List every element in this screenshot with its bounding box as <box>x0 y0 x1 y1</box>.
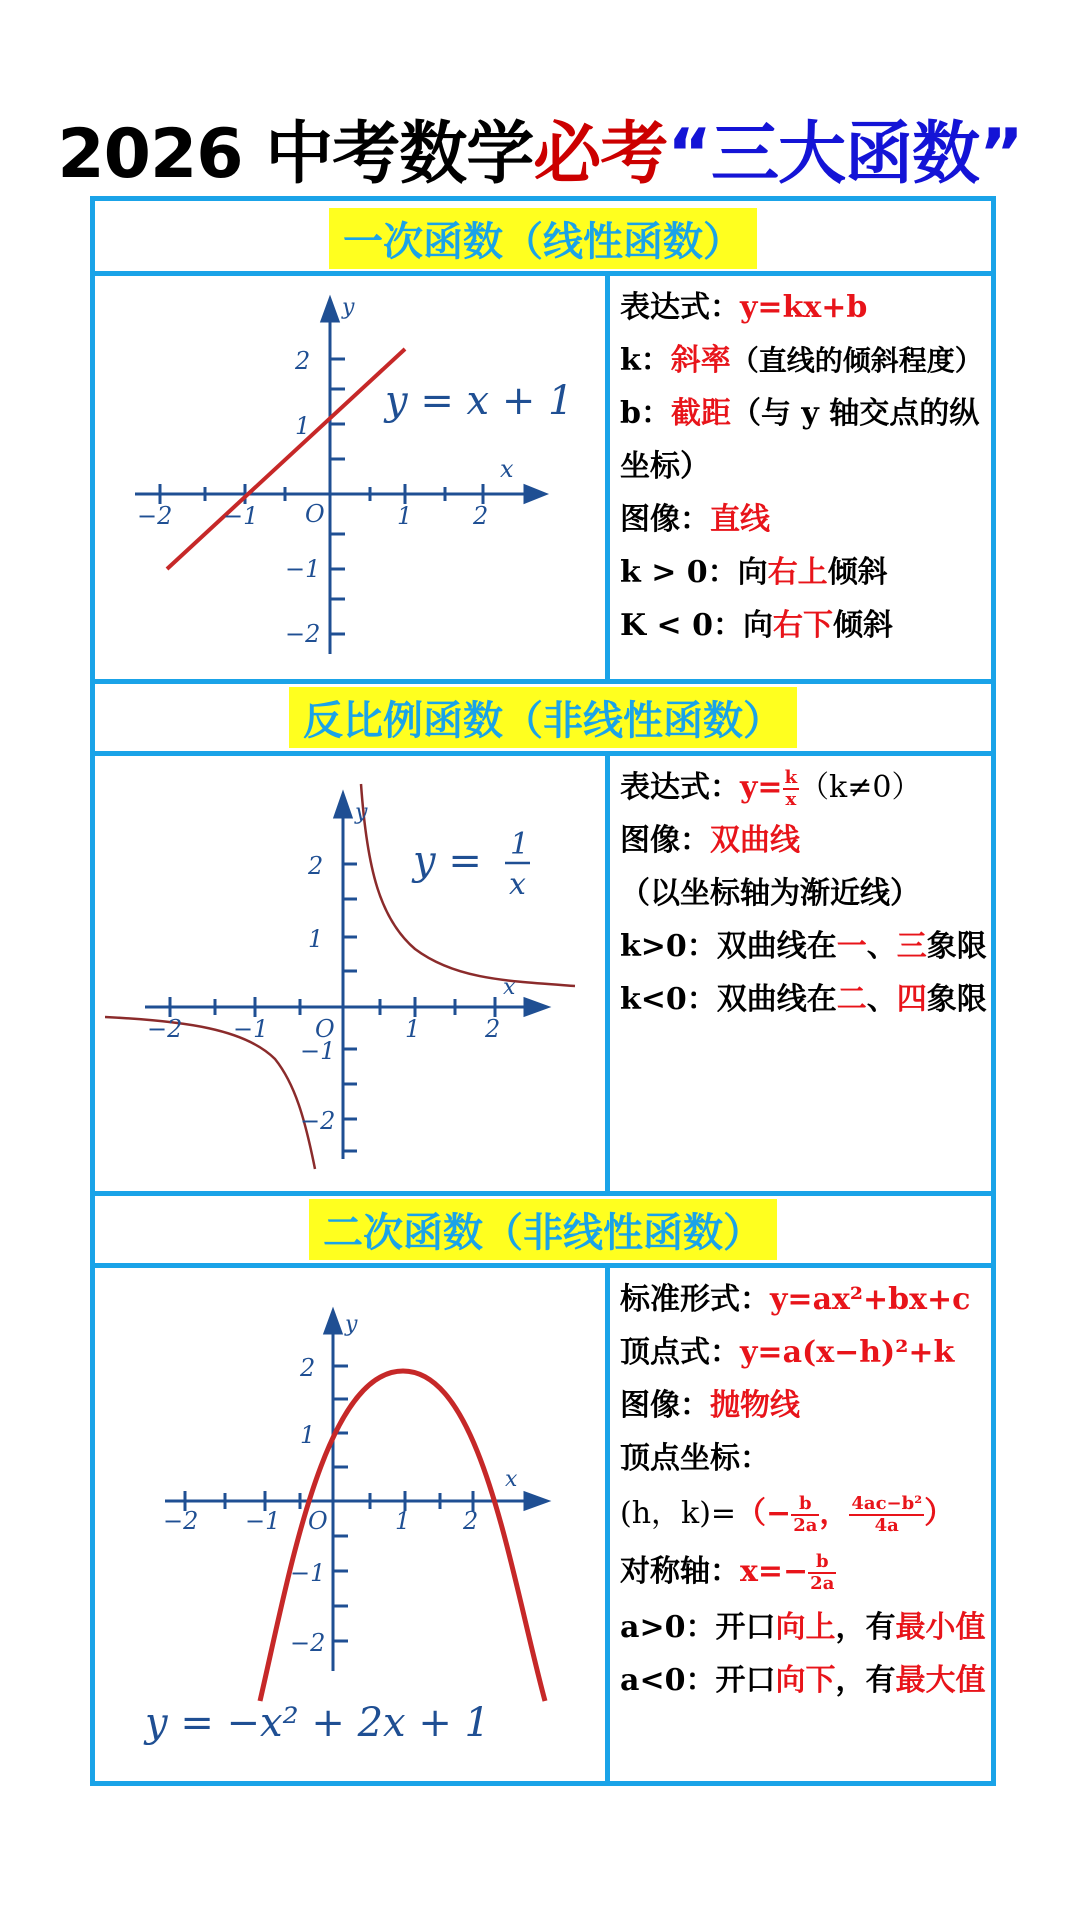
svg-text:2: 2 <box>473 502 489 530</box>
svg-text:x: x <box>503 975 516 1000</box>
svg-text:2: 2 <box>300 1354 316 1382</box>
svg-text:−2: −2 <box>147 1015 183 1043</box>
hyperbola-q1 <box>361 784 575 986</box>
quadratic-line-image: 图像：抛物线 <box>620 1388 800 1423</box>
linear-line-intercept-cont: 坐标） <box>620 449 710 484</box>
linear-line <box>167 349 405 569</box>
svg-text:2: 2 <box>308 852 324 880</box>
quadratic-text <box>620 1273 985 1707</box>
svg-text:1: 1 <box>405 1015 421 1043</box>
quadratic-header: 二次函数（非线性函数） <box>95 1199 991 1260</box>
linear-line-expression: 表达式：y=kx+b <box>620 290 868 325</box>
svg-text:x: x <box>509 867 526 902</box>
svg-text:1: 1 <box>300 1421 316 1449</box>
svg-text:−2: −2 <box>137 502 173 530</box>
linear-line-image: 图像：直线 <box>620 502 770 537</box>
quadratic-line-apos: a>0：开口向上，有最小值 <box>620 1610 986 1645</box>
quadratic-line-vertex-form: 顶点式：y=a(x−h)²+k <box>620 1335 955 1370</box>
linear-line-intercept: b：截距（与 y 轴交点的纵 <box>620 396 980 431</box>
linear-line-slope: k：斜率（直线的倾斜程度） <box>620 343 983 378</box>
svg-text:x: x <box>505 1467 518 1492</box>
svg-text:−2: −2 <box>300 1107 336 1135</box>
svg-text:2: 2 <box>463 1507 479 1535</box>
svg-text:−2: −2 <box>290 1629 326 1657</box>
inverse-line-expression: 表达式：y= $\frac{k}{x}$ （k≠0） <box>620 767 922 810</box>
x-axis-label: x <box>500 455 514 483</box>
quadratic-graph <box>105 1271 595 1781</box>
inverse-line-kneg: k<0：双曲线在二、四象限 <box>620 982 987 1017</box>
linear-text <box>620 281 983 652</box>
inverse-line-kpos: k>0：双曲线在一、三象限 <box>620 929 987 964</box>
quadratic-line-standard: 标准形式：y=ax²+bx+c <box>620 1282 971 1317</box>
page-title <box>0 100 1080 197</box>
quadratic-line-aneg: a<0：开口向下，有最大值 <box>620 1663 986 1698</box>
title-year-subject: 2026 中考数学 <box>57 115 534 194</box>
svg-text:1: 1 <box>295 412 311 440</box>
svg-text:−1: −1 <box>285 555 321 583</box>
svg-text:2: 2 <box>295 347 311 375</box>
inverse-line-image: 图像：双曲线 <box>620 823 800 858</box>
linear-line-kpos: k > 0：向右上倾斜 <box>620 555 888 590</box>
origin-label: O <box>305 500 325 528</box>
linear-line-kneg: K < 0：向右下倾斜 <box>620 608 893 643</box>
inverse-text <box>620 761 987 1026</box>
inverse-header: 反比例函数（非线性函数） <box>95 687 991 748</box>
svg-text:−2: −2 <box>285 620 321 648</box>
quadratic-line-vertex: (h，k)=（− $\frac{b}{2a}$ ， $\frac{\text{4ac−b²}}{4a}$ ） <box>620 1493 955 1536</box>
svg-text:−1: −1 <box>233 1015 269 1043</box>
svg-text:O: O <box>315 1015 335 1043</box>
svg-text:O: O <box>308 1507 328 1535</box>
svg-text:−1: −1 <box>245 1507 281 1535</box>
inverse-line-asymptote: （以坐标轴为渐近线） <box>620 876 920 911</box>
svg-text:1: 1 <box>510 827 530 862</box>
svg-text:−1: −1 <box>290 1559 326 1587</box>
svg-text:1: 1 <box>308 925 324 953</box>
quadratic-equation: y = −x² + 2x + 1 <box>145 1700 490 1746</box>
quadratic-line-vertex-label: 顶点坐标： <box>620 1441 770 1476</box>
quadratic-line-axis: 对称轴：x=− $\frac{b}{2a}$ <box>620 1551 835 1594</box>
svg-text:1: 1 <box>395 1507 411 1535</box>
title-three-functions: “三大函数” <box>667 115 1023 194</box>
svg-text:2: 2 <box>485 1015 501 1043</box>
svg-text:y: y <box>345 1312 358 1337</box>
linear-graph <box>105 279 595 679</box>
title-must: 必考 <box>533 115 668 194</box>
svg-text:−1: −1 <box>223 502 259 530</box>
linear-header: 一次函数（线性函数） <box>95 208 991 269</box>
inverse-equation: y = <box>413 838 482 884</box>
hyperbola-q3 <box>105 1017 315 1169</box>
svg-text:1: 1 <box>397 502 413 530</box>
linear-equation: y = x + 1 <box>385 378 574 424</box>
svg-text:−1: −1 <box>300 1037 336 1065</box>
inverse-graph <box>105 759 595 1189</box>
svg-text:−2: −2 <box>163 1507 199 1535</box>
svg-text:y: y <box>355 800 368 825</box>
main-table <box>90 196 996 1786</box>
y-axis-label: y <box>342 295 355 320</box>
